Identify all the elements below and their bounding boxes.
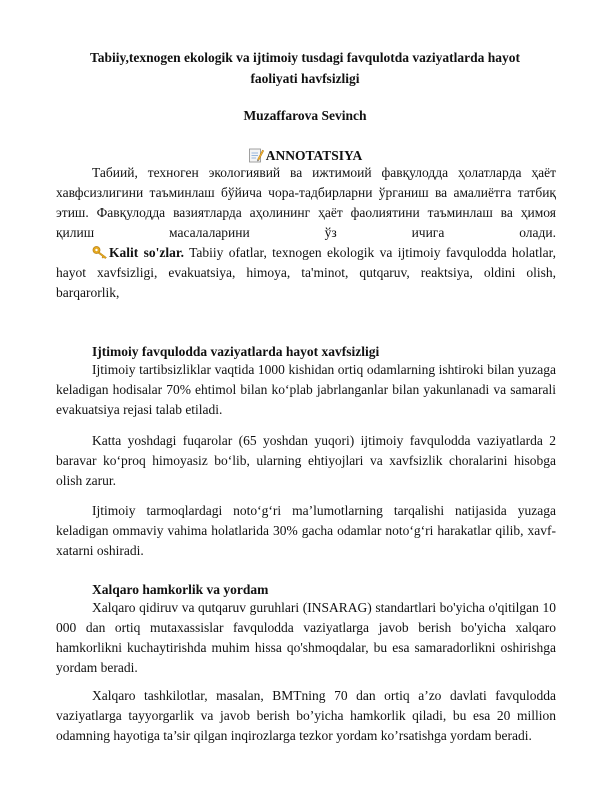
annotation-text: Табиий, техноген экологиявий ва ижтимоий фавқулодда ҳолатларда ҳаёт хавфсизлигини таъминлаш бўйича чора-тадбирларни ўрганиш ва амалиётга татбиқ этиш. Фавқулодда вазиятларда аҳолининг ҳаёт фаолиятини таъминлаш ва ҳимоя қилиш масалаларини ўз ичига олади. [56, 165, 556, 240]
section2-paragraph: Xalqaro tashkilotlar, masalan, BMTning 70 dan ortiq a’zo davlati favqulodda vaziyatlarga tayyorgarlik va javob berish bo’yicha hamkorlik qiladi, bu esa 20 million odamning hayotiga ta’sir qilgan inqirozlarga tezkor yordam ko’rsatishga yordam beradi. [56, 688, 556, 743]
memo-icon [248, 147, 264, 163]
keywords-label: Kalit so'zlar. [109, 245, 184, 260]
key-icon [92, 245, 108, 259]
section1-paragraph: Ijtimoiy tartibsizliklar vaqtida 1000 kishidan ortiq odamlarning ishtiroki bilan yuzaga keladigan hodisalar 70% ehtimol bilan ko‘plab jabrlanganlar bilan yakunlanadi va samarali evakuatsiya rejasi talab etiladi. [56, 362, 556, 417]
author-name: Muzaffarova Sevinch [243, 108, 367, 123]
section2-heading: Xalqaro hamkorlik va yordam [92, 582, 269, 597]
paper-title: Tabiiy,texnogen ekologik va ijtimoiy tusdagi favqulotda vaziyatlarda hayot faoliyati havfsizligi [89, 50, 521, 86]
annotation-heading-text: ANNOTATSIYA [265, 148, 363, 163]
section1-paragraph: Katta yoshdagi fuqarolar (65 yoshdan yuqori) ijtimoiy favqulodda vaziyatlarda 2 baravar ko‘proq himoyasiz bo‘lib, ularning ehtiyojlari va xavfsizlik choralarini hisobga olish zarur. [56, 433, 556, 488]
section2-paragraph: Xalqaro qidiruv va qutqaruv guruhlari (INSARAG) standartlari bo'yicha o'qitilgan 10 000 dan ortiq mutaxassislar favqulodda vaziyatlarga javob berish bo'yicha xalqaro hamkorlikni kuchaytirishda muhim hissa qo'shmoqdalar, bu esa samaradorlikni oshirishga yordam beradi. [56, 600, 556, 675]
keywords-paragraph [56, 243, 556, 303]
section1-paragraph: Ijtimoiy tarmoqlardagi noto‘g‘ri ma’lumotlarning tarqalishi natijasida yuzaga keladigan ommaviy vahima holatlarida 30% gacha odamlar noto‘g‘ri harakatlar qilib, xavf-xatarni oshiradi. [56, 503, 556, 558]
keywords-text: Tabiiy ofatlar, texnogen ekologik va ijtimoiy favqulodda holatlar, hayot xavfsizligi, evakuatsiya, himoya, ta'minot, qutqaruv, reaktsiya, oldini olish, barqarorlik, [56, 245, 556, 300]
section1-heading: Ijtimoiy favqulodda vaziyatlarda hayot xavfsizligi [92, 344, 380, 359]
